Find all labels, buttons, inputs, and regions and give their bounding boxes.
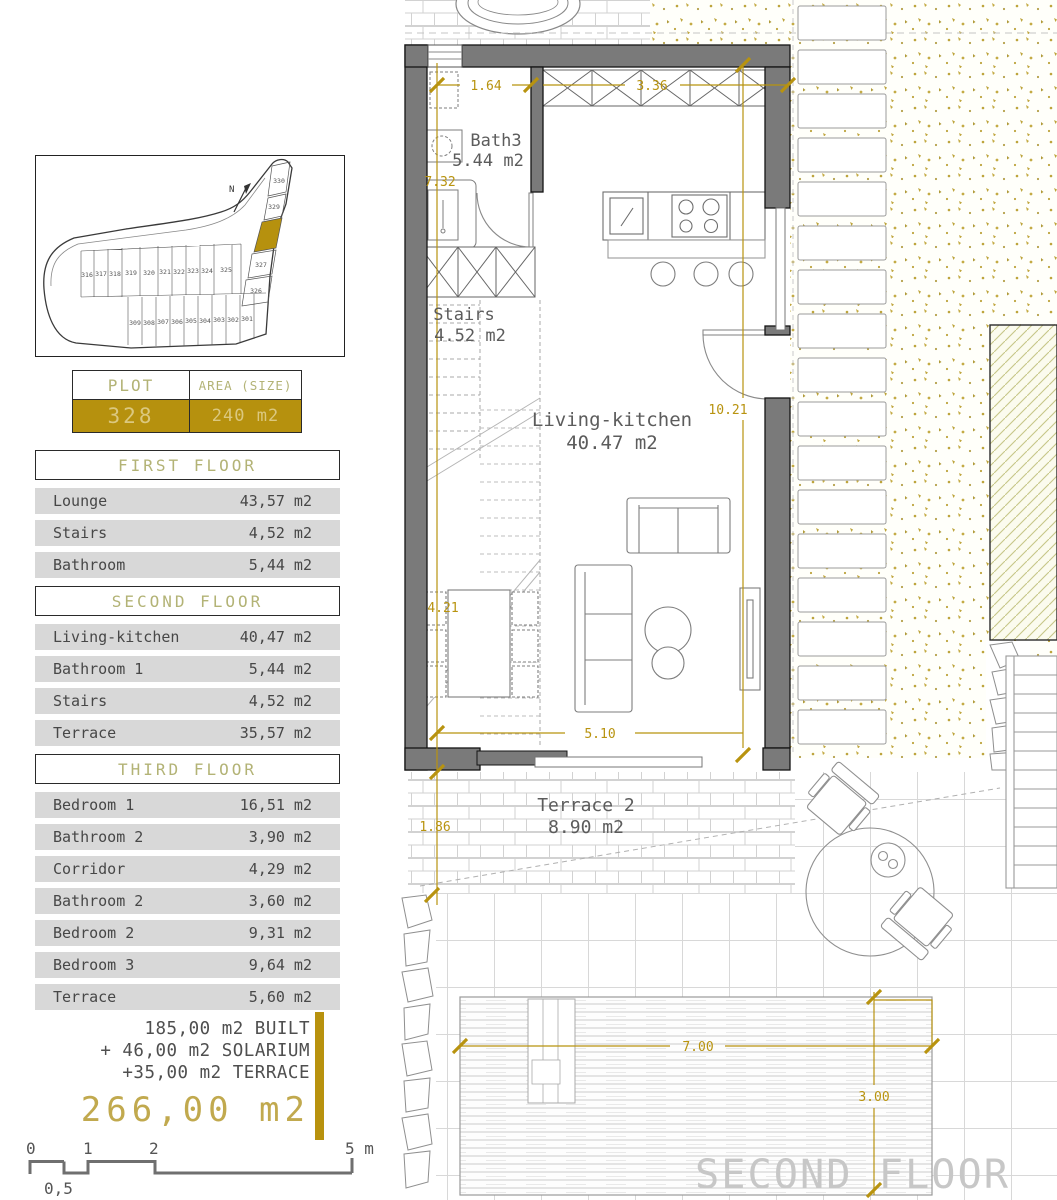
plot-label: 306 [171, 318, 183, 326]
table-row [35, 656, 340, 682]
highlighted-plot-328 [254, 218, 282, 252]
rocks-left [400, 893, 436, 1200]
stairs-area: 4.52 m2 [434, 326, 506, 346]
room-label: Stairs [53, 692, 108, 710]
plot-label: 318 [109, 270, 121, 278]
room-area: 40,47 m2 [239, 628, 312, 646]
door-leaf [703, 330, 768, 335]
hob [672, 195, 727, 237]
toilet [420, 180, 476, 248]
scale-numbers [26, 1139, 374, 1198]
room-label: Corridor [53, 860, 126, 878]
table-row [35, 856, 340, 882]
room-area: 9,31 m2 [248, 924, 312, 942]
dim-bath-width: 1.64 [470, 79, 502, 94]
table-row [35, 984, 340, 1010]
plot-label: 308 [143, 319, 155, 327]
plot-label: 325 [220, 266, 232, 274]
plot-area: 240 m2 [190, 400, 302, 433]
plot-label: 317 [95, 270, 107, 278]
bath3-area: 5.44 m2 [452, 151, 524, 171]
room-area: 5,44 m2 [248, 556, 312, 574]
room-area: 4,52 m2 [248, 692, 312, 710]
room-label: Bedroom 1 [53, 796, 135, 814]
side-table [871, 843, 905, 877]
room-area: 43,57 m2 [239, 492, 312, 510]
room-area: 35,57 m2 [239, 724, 312, 742]
table-row [35, 520, 340, 546]
second-floor-header: SECOND FLOOR [35, 586, 340, 616]
plot-area-table [72, 370, 302, 433]
room-label: Bathroom [53, 556, 126, 574]
dim-kitchen-width: 3.36 [636, 79, 668, 94]
room-label: Bedroom 2 [53, 924, 135, 942]
plot-label: 323 [187, 267, 199, 275]
plot-number: 328 [72, 400, 190, 433]
plot-label: 316 [81, 271, 93, 279]
room-area: 16,51 m2 [239, 796, 312, 814]
living-kitchen-label: Living-kitchen [531, 409, 693, 431]
room-area: 4,29 m2 [248, 860, 312, 878]
left-info-panel [0, 0, 400, 1200]
table-row [35, 720, 340, 746]
area-summary [28, 1018, 310, 1130]
scale-0: 0 [26, 1139, 36, 1158]
garden-bed [990, 325, 1057, 640]
table-row [35, 888, 340, 914]
plot-label: 329 [268, 203, 280, 211]
table-row [35, 952, 340, 978]
room-area: 5,60 m2 [248, 988, 312, 1006]
room-label: Bathroom 2 [53, 828, 144, 846]
terrace2-label: Terrace 2 [537, 795, 635, 816]
room-label: Bathroom 2 [53, 892, 144, 910]
plot-label: 304 [199, 317, 211, 325]
room-area: 3,60 m2 [248, 892, 312, 910]
loveseat [627, 498, 730, 553]
plot-label: 309 [129, 319, 141, 327]
room-label: Stairs [53, 524, 108, 542]
scale-bar-line [30, 1158, 352, 1174]
plank-path [793, 0, 886, 756]
table-row [35, 792, 340, 818]
total-area: 266,00 m2 [80, 1090, 310, 1130]
sink [610, 198, 643, 234]
dim-living-width: 5.10 [584, 727, 616, 742]
room-label: Bedroom 3 [53, 956, 135, 974]
window [776, 208, 785, 330]
sofa [575, 565, 632, 712]
plot-label: 303 [213, 316, 225, 324]
room-area: 3,90 m2 [248, 828, 312, 846]
pool-steps [528, 999, 575, 1103]
room-area: 9,64 m2 [248, 956, 312, 974]
table-row [35, 624, 340, 650]
plot-label: 324 [201, 267, 213, 275]
plot-label: 305 [185, 317, 197, 325]
room-label: Terrace [53, 988, 117, 1006]
plot-label: 327 [255, 261, 267, 269]
scale-bar [10, 1136, 400, 1200]
plot-label: 320 [143, 269, 155, 277]
dim-terrace-height: 1.86 [419, 820, 451, 835]
plot-header: PLOT [72, 370, 190, 400]
terrace-area: +35,00 m2 TERRACE [122, 1063, 310, 1083]
floor-caption: SECOND FLOOR [695, 1152, 1010, 1198]
dim-dining-height: 4.21 [427, 601, 459, 616]
coffee-table [645, 607, 691, 653]
third-floor-header: THIRD FLOOR [35, 754, 340, 784]
door-leaf [529, 193, 533, 247]
table-row [35, 688, 340, 714]
plot-label: 321 [159, 268, 171, 276]
plot-label: 322 [173, 268, 185, 276]
window [428, 45, 462, 67]
table-row [35, 920, 340, 946]
dim-living-height: 10.21 [708, 403, 748, 418]
terrace2-area: 8.90 m2 [548, 817, 624, 838]
plot-label: 326 [250, 287, 262, 295]
table-row [35, 552, 340, 578]
dim-bath-height: 7.32 [424, 175, 456, 190]
room-label: Lounge [53, 492, 108, 510]
solarium-area: + 46,00 m2 SOLARIUM [100, 1041, 310, 1061]
room-label: Terrace [53, 724, 117, 742]
area-header: AREA (SIZE) [190, 370, 302, 400]
room-label: Bathroom 1 [53, 660, 144, 678]
room-area: 4,52 m2 [248, 524, 312, 542]
dim-deck-height: 3.00 [858, 1090, 890, 1105]
plot-label: 302 [227, 316, 239, 324]
north-label: N [229, 185, 235, 195]
built-area: 185,00 m2 BUILT [144, 1019, 310, 1039]
mid-plot-lines [81, 244, 266, 346]
floor-tables [35, 450, 340, 1016]
site-plan-drawing [36, 156, 341, 353]
table-row [35, 824, 340, 850]
plot-label: 330 [273, 177, 285, 185]
table-row [35, 488, 340, 514]
scale-05: 0,5 [44, 1179, 73, 1198]
floor-plan [400, 0, 1057, 1200]
dim-deck-width: 7.00 [682, 1040, 714, 1055]
first-floor-header: FIRST FLOOR [35, 450, 340, 480]
coffee-table [652, 647, 684, 679]
plot-label: 319 [125, 269, 137, 277]
room-area: 5,44 m2 [248, 660, 312, 678]
scale-1: 1 [83, 1139, 93, 1158]
sliding-door-panel [535, 757, 702, 767]
plot-label: 307 [157, 318, 169, 326]
room-label: Living-kitchen [53, 628, 180, 646]
living-kitchen-area: 40.47 m2 [566, 432, 658, 454]
accent-bar [315, 1012, 324, 1140]
bath3-label: Bath3 [470, 131, 522, 151]
site-plan [35, 155, 345, 357]
stairs-label: Stairs [433, 305, 495, 325]
outdoor-stairs [1006, 656, 1057, 888]
plot-label: 301 [241, 315, 253, 323]
scale-2: 2 [149, 1139, 159, 1158]
scale-5: 5 m [345, 1139, 374, 1158]
